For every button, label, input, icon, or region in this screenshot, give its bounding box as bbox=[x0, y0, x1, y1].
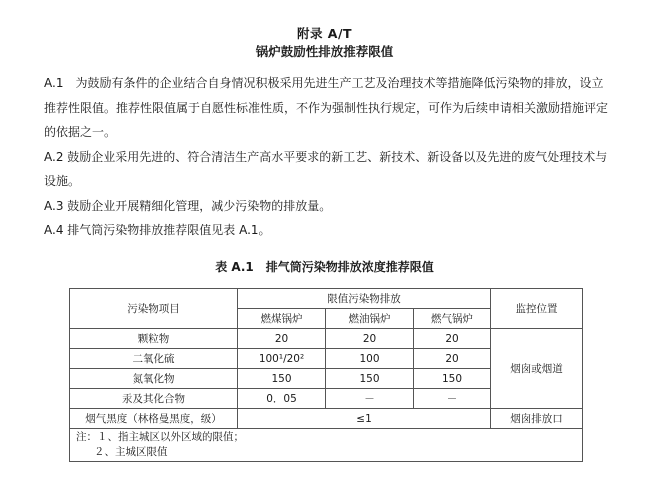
note-line-2: ２、主城区限值 bbox=[94, 446, 168, 458]
body-paragraphs bbox=[44, 71, 614, 243]
row-item: 二氧化硫 bbox=[70, 349, 238, 369]
row-oil-value: － bbox=[326, 389, 414, 409]
row-oil-value: 150 bbox=[326, 369, 414, 389]
table-note bbox=[70, 429, 583, 462]
row-oil-value: 100 bbox=[326, 349, 414, 369]
row-item: 颗粒物 bbox=[70, 329, 238, 349]
header-coal-boiler: 燃煤锅炉 bbox=[238, 309, 326, 329]
header-monitor: 监控位置 bbox=[491, 289, 583, 329]
appendix-subtitle: 锅炉鼓励性排放推荐限值 bbox=[255, 44, 394, 59]
row-gas-value: － bbox=[414, 389, 491, 409]
row-oil-value: 20 bbox=[326, 329, 414, 349]
blackness-item: 烟气黑度（林格曼黑度，级） bbox=[70, 409, 238, 429]
row-item: 氮氧化物 bbox=[70, 369, 238, 389]
paragraph-a1: A.1 为鼓励有条件的企业结合自身情况积极采用先进生产工艺及治理技术等措施降低污染物的排放，设立推荐性限值。推荐性限值属于自愿性标准性质，不作为强制性执行规定，可作为后续申请相关激励措施评定的依据之一。 bbox=[44, 76, 609, 139]
row-gas-value: 20 bbox=[414, 329, 491, 349]
header-oil-boiler: 燃油锅炉 bbox=[326, 309, 414, 329]
table-note-row bbox=[70, 429, 583, 462]
row-coal-value: 20 bbox=[238, 329, 326, 349]
blackness-value: ≤1 bbox=[238, 409, 491, 429]
table-header-row bbox=[70, 289, 583, 309]
note-line-1: 注：１、指主城区以外区域的限值； bbox=[76, 431, 244, 443]
header-pollutant: 污染物项目 bbox=[70, 289, 238, 329]
appendix-title: 附录 A/T bbox=[296, 26, 353, 41]
blackness-monitor: 烟囱排放口 bbox=[491, 409, 583, 429]
emission-limits-table bbox=[69, 288, 583, 462]
paragraph-a4: A.4 排气筒污染物排放推荐限值见表 A.1。 bbox=[44, 223, 271, 237]
paragraph-a2: A.2 鼓励企业采用先进的、符合清洁生产高水平要求的新工艺、新技术、新设备以及先进的废气处理技术与设施。 bbox=[44, 149, 608, 188]
table-row-blackness bbox=[70, 409, 583, 429]
row-gas-value: 20 bbox=[414, 349, 491, 369]
row-gas-value: 150 bbox=[414, 369, 491, 389]
header-gas-boiler: 燃气锅炉 bbox=[414, 309, 491, 329]
row-coal-value: 100¹/20² bbox=[238, 349, 326, 369]
table-caption: 表 A.1 排气筒污染物排放浓度推荐限值 bbox=[215, 260, 434, 274]
table-row bbox=[70, 329, 583, 349]
row-coal-value: 0．05 bbox=[238, 389, 326, 409]
header-limit-group: 限值污染物排放 bbox=[238, 289, 491, 309]
row-item: 汞及其化合物 bbox=[70, 389, 238, 409]
paragraph-a3: A.3 鼓励企业开展精细化管理，减少污染物的排放量。 bbox=[44, 198, 332, 213]
monitor-location: 烟囱或烟道 bbox=[491, 329, 583, 409]
row-coal-value: 150 bbox=[238, 369, 326, 389]
